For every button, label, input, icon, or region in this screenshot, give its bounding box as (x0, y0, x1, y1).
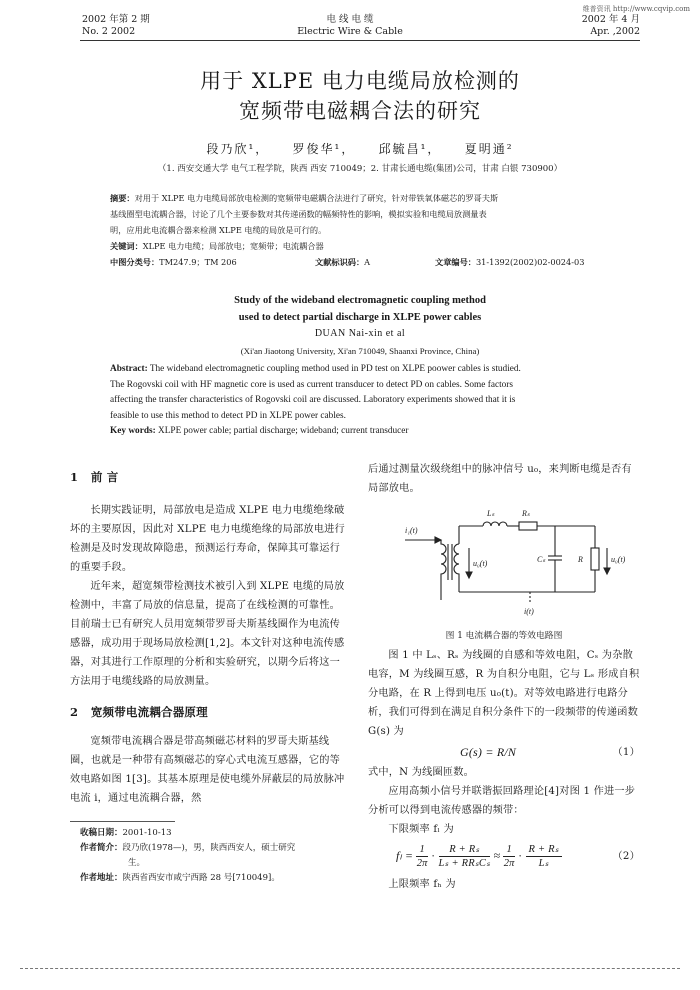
label-ls: Lₛ (487, 509, 495, 518)
inductor-ls-icon (483, 522, 507, 526)
article-no-label: 文章编号： (435, 257, 476, 267)
equation-1-number: （1） (612, 747, 640, 758)
author-bio: 段乃欣(1978—)，男，陕西西安人，硕士研究 (122, 843, 296, 853)
left-column (70, 468, 345, 808)
numerator: R + Rₛ (526, 843, 562, 857)
author-bio: 生。 (128, 858, 146, 868)
classification-row (110, 254, 610, 270)
footnote (80, 826, 350, 886)
abstract-en-label: Abstract: (110, 364, 148, 374)
right-column-top (368, 460, 640, 498)
input-arrow (435, 537, 441, 543)
fraction (416, 843, 427, 870)
numerator: 1 (416, 843, 427, 857)
english-title-line-1: Study of the wideband electromagnetic coupling method (234, 295, 486, 306)
label-cs: Cₛ (537, 555, 546, 564)
label-ur: u₀(t) (611, 555, 625, 564)
secondary-coil-icon (454, 544, 459, 580)
header-rule (80, 40, 640, 41)
clc-value: TM247.9；TM 206 (159, 257, 237, 267)
author: 邱毓昌¹， (378, 142, 442, 156)
abstract-label: 摘要： (110, 193, 135, 203)
denominator: 2π (503, 858, 515, 869)
equation-1-body: G(s) = R/N (460, 745, 517, 759)
denominator: 2π (416, 858, 428, 869)
abstract-en-text: The wideband electromagnetic coupling method used in PD test on XLPE poower cables is studied. (147, 364, 521, 374)
article-no-value: 31-1392(2002)02-0024-03 (475, 257, 585, 267)
keywords-label: 关键词： (110, 241, 143, 251)
abstract-text: 基线圈型电流耦合器，讨论了几个主要参数对其传递函数的幅频特性的影响，模拟实验和电缆局放测量表 (110, 209, 487, 219)
section-2-heading (70, 703, 345, 722)
author: 段乃欣¹， (206, 142, 270, 156)
author: 夏明通² (464, 142, 514, 156)
section-1-heading (70, 468, 345, 487)
page-bottom-rule (20, 968, 680, 969)
received-date: 2001-10-13 (122, 828, 172, 838)
english-affiliation: (Xi'an Jiaotong University, Xi'an 710049, Shaanxi Province, China) (240, 346, 480, 356)
doc-code-value: A (364, 257, 371, 267)
issue-en: No. 2 2002 (82, 26, 136, 37)
author: 罗俊华¹， (292, 142, 356, 156)
resistor-r-icon (591, 548, 599, 570)
paragraph: 长期实践证明，局部放电是造成 XLPE 电力电缆绝缘破坏的主要原因，因此对 XLPE 电力电缆绝缘的局部放电进行检测是及时发现故障隐患，预测运行寿命，保障其可靠运行的重要手段。 (70, 505, 345, 573)
address-label: 作者地址： (80, 873, 123, 883)
paragraph: 下限频率 fₗ 为 (388, 824, 454, 835)
abstract-en-text: affecting the transfer characteristics of Rogovski coil are discussed. Laboratory experiments showed that it is (110, 395, 516, 405)
affiliation: （1. 西安交通大学 电气工程学院，陕西 西安 710049；2. 甘肃长通电缆(集团)公司，甘肃 白银 730900） (157, 164, 563, 174)
clc-label: 中图分类号： (110, 257, 160, 267)
author-list (80, 140, 640, 157)
equation-2-body: fₗ = $\frac{1}{2\pi}$ · $\frac{\text{R + Rₛ}}{\text{Lₛ + RRₛCₛ}}$ ≈ $\frac{1}{2\pi}$ · $\frac{\text{R + Rₛ}}{\text{Lₛ}}$ (396, 843, 562, 870)
figure-caption: 图 1 电流耦合器的等效电路图 (445, 631, 563, 641)
journal-issue (82, 14, 150, 38)
address: 陕西省西安市咸宁西路 28 号[710049]。 (122, 873, 280, 883)
keywords-text: XLPE 电力电缆；局部放电；宽频带；电流耦合器 (142, 241, 324, 251)
date-en: Apr. ,2002 (590, 26, 640, 37)
journal-date (582, 14, 640, 38)
abstract-text: 对用于 XLPE 电力电缆局部放电检测的宽频带电磁耦合法进行了研究，针对带铁氧体磁芯的罗哥夫斯 (134, 193, 499, 203)
abstract-en-text: feasible to use this method to detect PD in XLPE power cables. (110, 410, 346, 421)
primary-coil-icon (441, 540, 446, 580)
received-label: 收稿日期： (80, 828, 123, 838)
english-authors: DUAN Nai-xin et al (314, 328, 406, 339)
denominator: Lₛ (538, 858, 549, 869)
label-i-in: i₁(t) (405, 526, 418, 535)
section-number: 1 (70, 470, 79, 484)
journal-name-cn: 电 线 电 缆 (326, 14, 374, 25)
label-i-out: i(t) (524, 607, 534, 616)
abstract-en (110, 362, 615, 440)
numerator: R + Rₛ (439, 843, 491, 857)
paragraph: 式中，N 为线圈匝数。 (368, 767, 475, 778)
fraction (439, 843, 491, 870)
eq2-lhs: fₗ = (396, 848, 414, 863)
fraction (526, 843, 562, 870)
paper-title (80, 66, 640, 126)
abstract-cn (110, 190, 610, 270)
resistor-rs-icon (519, 522, 537, 530)
paragraph: 应用高频小信号并联谐振回路理论[4]对图 1 作进一步分析可以得到电流传感器的频带： (368, 786, 636, 816)
numerator: 1 (503, 843, 514, 857)
equation-2 (368, 839, 640, 875)
right-column-body (368, 646, 640, 894)
label-rs: Rₛ (522, 509, 530, 518)
section-title: 宽频带电流耦合器原理 (90, 705, 208, 719)
author-bio-label: 作者简介： (80, 843, 123, 853)
denominator: Lₛ + RRₛCₛ (438, 858, 491, 869)
title-line-2: 宽频带电磁耦合法的研究 (239, 99, 481, 123)
keywords-en-text: XLPE power cable; partial discharge; wideband; current transducer (155, 426, 409, 436)
fraction (503, 843, 514, 870)
issue-cn: 2002 年第 2 期 (82, 14, 150, 25)
date-cn: 2002 年 4 月 (581, 14, 640, 25)
approx-symbol: ≈ (493, 848, 501, 863)
watermark: 维普资讯 http://www.cqvip.com (582, 5, 690, 13)
abstract-text: 明，应用此电流耦合器来检测 XLPE 电缆的局放是可行的。 (110, 225, 327, 235)
equation-2-number: （2） (612, 851, 640, 862)
label-r: R (578, 555, 583, 564)
journal-name-en: Electric Wire & Cable (297, 26, 403, 37)
footnote-rule (70, 821, 175, 822)
section-title: 前 言 (90, 470, 119, 484)
paragraph: 后通过测量次级绕组中的脉冲信号 u₀，来判断电缆是否有局部放电。 (368, 464, 632, 494)
journal-name (250, 14, 450, 38)
paragraph: 上限频率 fₕ 为 (388, 879, 456, 890)
paragraph: 宽频带电流耦合器是带高频磁芯材料的罗哥夫斯基线圈，也就是一种带有高频磁芯的穿心式电流互感器，它的等效电路如图 1[3]。其基本原理是使电缆外屏蔽层的局放脉冲电流 i，通过电流耦合器，然 (70, 736, 345, 804)
title-line-1: 用于 XLPE 电力电缆局放检测的 (200, 69, 520, 93)
section-number: 2 (70, 705, 79, 719)
equation-1 (368, 743, 640, 763)
equivalent-circuit-figure (395, 500, 625, 618)
keywords-en-label: Key words: (110, 426, 156, 436)
english-title-line-2: used to detect partial discharge in XLPE power cables (238, 312, 482, 323)
paragraph: 近年来，超宽频带检测技术被引入到 XLPE 电缆的局放检测中，丰富了局放的信息量，提高了在线检测的可靠性。目前瑞士已有研究人员用宽频带罗哥夫斯基线圈作为电流传感器，成功用于现场局放检测[1,2]。本文针对这种电流传感器，对其进行工作原理的分析和实验研究，以期今后将这一方法用于电缆线路的局放测量。 (70, 581, 345, 687)
doc-code-label: 文献标识码： (315, 257, 365, 267)
paragraph: 图 1 中 Lₛ、Rₛ 为线圈的自感和等效电阻，Cₛ 为杂散电容，M 为线圈互感，R 为自积分电阻，它与 Lₛ 形成自积分电路，在 R 上得到电压 u₀(t)。对等效电路进行电路分析，我们可得到在满足自积分条件下的一段频带的传递函数 G(s) 为 (368, 650, 640, 737)
label-u0: u₀(t) (473, 559, 488, 568)
english-title (80, 292, 640, 326)
abstract-en-text: The Rogovski coil with HF magnetic core is used as current transducer to detect PD on cables. Some factors (110, 379, 514, 390)
